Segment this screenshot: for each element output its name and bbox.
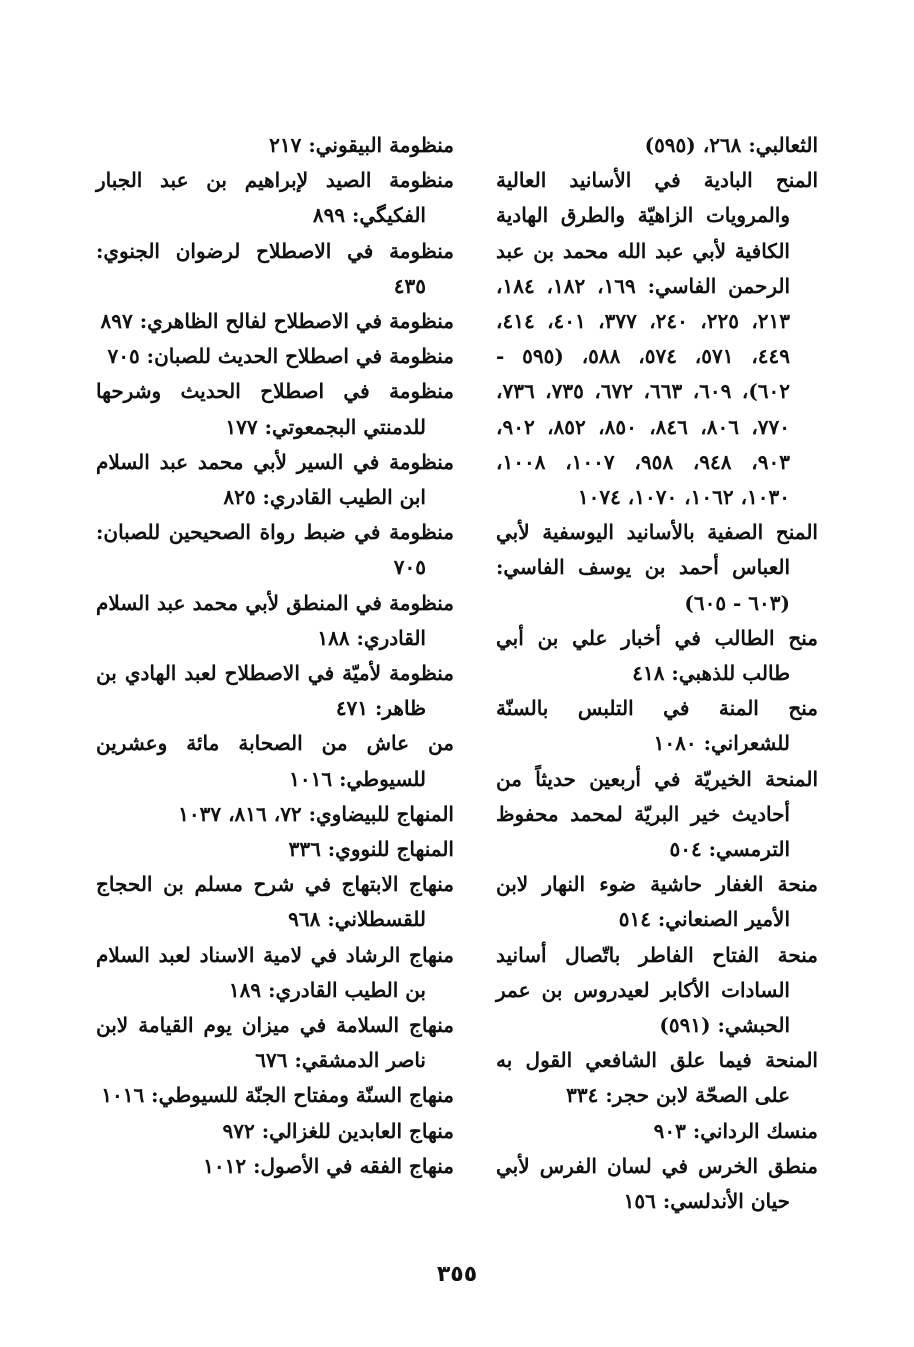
index-entry: منظومة الصيد لإبراهيم بن عبد الجبار الفكيگي: ٨٩٩	[96, 168, 454, 228]
index-entry: منح الطالب في أخبار علي بن أبي طالب للذهبي: ٤١٨	[496, 625, 818, 686]
index-entry: منطق الخرس في لسان الفرس لأبي حيان الأندلسي: ١٥٦	[496, 1153, 818, 1214]
index-entry: منسك الرداني: ٩٠٣	[653, 1118, 818, 1143]
index-entry: منهاج الابتهاج في شرح مسلم بن الحجاج للقسطلاني: ٩٦٨	[96, 872, 454, 932]
index-entry: المنهاج للنووي: ٣٣٦	[288, 837, 454, 862]
index-entry: المنحة الخيريّة في أربعين حديثاً من أحاديث خير البريّة لمحمد محفوظ الترمسي: ٥٠٤	[496, 766, 818, 862]
index-entry: المنح الصفية بالأسانيد اليوسفية لأبي العباس أحمد بن يوسف الفاسي: (٦٠٣ - ٦٠٥)	[496, 520, 818, 615]
index-entry: منحة الفتاح الفاطر باتّصال أسانيد السادات الأكابر لعيدروس بن عمر الحبشي: (٥٩١)	[496, 942, 818, 1038]
index-entry: المنهاج للبيضاوي: ٧٢، ٨١٦، ١٠٣٧	[178, 801, 454, 826]
index-column-left	[96, 128, 454, 1184]
index-entry: منظومة البيقوني: ٢١٧	[269, 133, 454, 157]
index-entry: من عاش من الصحابة مائة وعشرين للسيوطي: ١٠١٦	[96, 731, 454, 791]
index-entry: منظومة في المنطق لأبي محمد عبد السلام القادري: ١٨٨	[96, 590, 454, 650]
index-entry: منهاج السلامة في ميزان يوم القيامة لابن ناصر الدمشقي: ٦٧٦	[96, 1013, 454, 1073]
index-entry: منهاج الرشاد في لامية الاسناد لعبد السلام بن الطيب القادري: ١٨٩	[96, 942, 454, 1002]
page-number: ٣٥٥	[436, 1262, 478, 1287]
index-entry: منظومة في الاصطلاح لفالح الظاهري: ٨٩٧	[100, 309, 454, 334]
index-entry: منح المنة في التلبس بالسنّة للشعراني: ١٠٨٠	[496, 696, 818, 756]
index-entry: الثعالبي: ٢٦٨، (٥٩٥)	[644, 133, 818, 157]
index-entry: منظومة في اصطلاح الحديث للصبان: ٧٠٥	[107, 344, 454, 369]
index-entry: منظومة في اصطلاح الحديث وشرحها للدمنتي البجمعوتي: ١٧٧	[96, 379, 454, 439]
index-entry: منظومة في الاصطلاح لرضوان الجنوي: ٤٣٥	[96, 238, 454, 298]
index-entry: منظومة لأميّة في الاصطلاح لعبد الهادي بن ظاهر: ٤٧١	[96, 661, 454, 721]
index-entry: منظومة في ضبط رواة الصحيحين للصبان: ٧٠٥	[96, 520, 454, 580]
index-entry: منهاج السنّة ومفتاح الجنّة للسيوطي: ١٠١٦	[101, 1083, 454, 1108]
index-entry: منحة الغفار حاشية ضوء النهار لابن الأمير الصنعاني: ٥١٤	[496, 872, 818, 932]
index-entry: المنح البادية في الأسانيد العالية والمرويات الزاهيّة والطرق الهادية الكافية لأبي عبد الله محمد بن عبد الرحمن الفاسي: ١٦٩، ١٨٢، ١٨٤، ٢١٣، ٢٢٥، ٢٤٠، ٣٧٧، ٤٠١، ٤١٤، ٤٤٩، ٥٧١، ٥٧٤، ٥٨٨، (٥٩٥ - ٦٠٢)، ٦٠٩، ٦٦٣، ٦٧٢، ٧٣٥، ٧٣٦، ٧٧٠، ٨٠٦، ٨٤٦، ٨٥٠، ٨٥٢، ٩٠٢، ٩٠٣، ٩٤٨، ٩٥٨، ١٠٠٧، ١٠٠٨، ١٠٣٠، ١٠٦٢، ١٠٧٠، ١٠٧٤	[496, 168, 818, 510]
index-entry: منهاج العابدين للغزالي: ٩٧٢	[222, 1118, 454, 1143]
index-column-right	[496, 128, 818, 1219]
index-entry: المنحة فيما علق الشافعي القول به على الصحّة لابن حجر: ٣٣٤	[496, 1048, 818, 1108]
index-entry: منهاج الفقه في الأصول: ١٠١٢	[203, 1153, 454, 1178]
index-entry: منظومة في السير لأبي محمد عبد السلام ابن الطيب القادري: ٨٢٥	[96, 449, 454, 510]
